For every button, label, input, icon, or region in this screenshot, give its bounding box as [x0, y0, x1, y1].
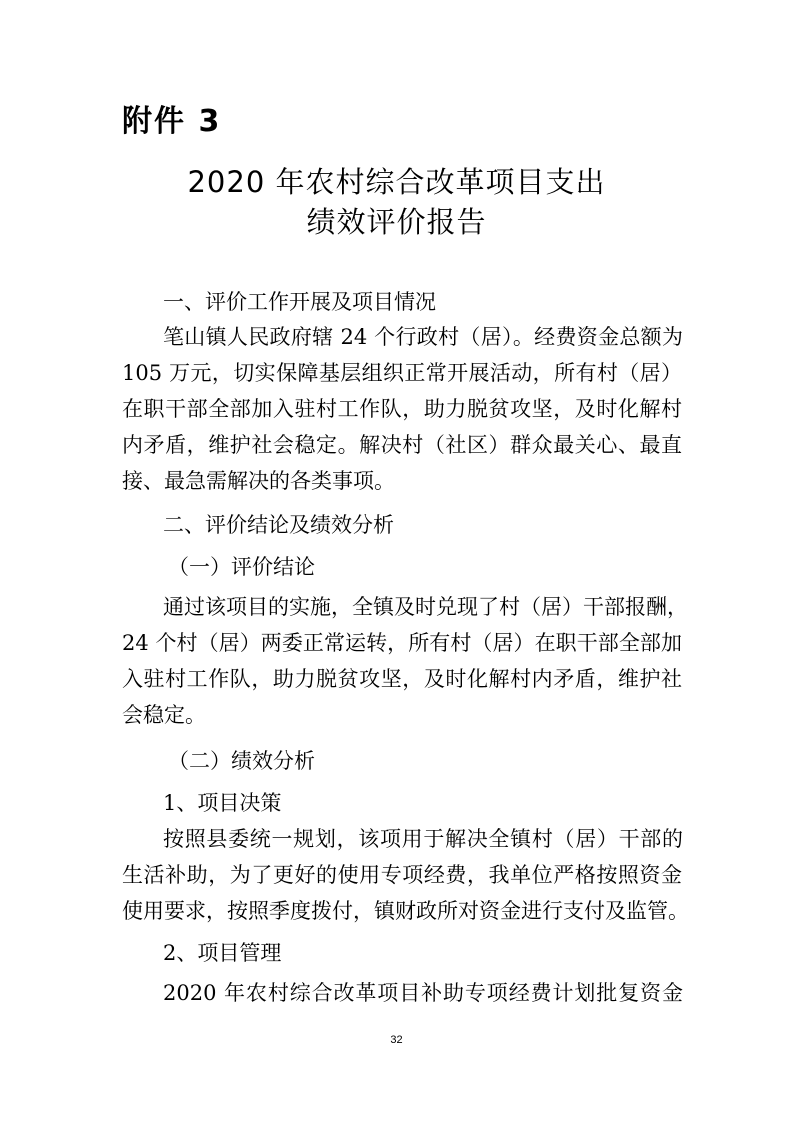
report-title-line-1: 2020 年农村综合改革项目支出: [187, 165, 606, 199]
paragraph-1-line: 内矛盾，维护社会稳定。解决村（社区）群众最关心、最直: [122, 433, 682, 457]
section-heading-2: 二、评价结论及绩效分析: [163, 513, 394, 537]
paragraph-3-line: 按照县委统一规划，该项用于解决全镇村（居）干部的: [163, 827, 683, 851]
attachment-label: 附件 3: [122, 104, 222, 139]
paragraph-2-line: 24 个村（居）两委正常运转，所有村（居）在职干部全部加: [122, 631, 682, 655]
item-heading-1: 1、项目决策: [163, 791, 282, 815]
paragraph-1-line: 105 万元，切实保障基层组织正常开展活动，所有村（居）: [122, 361, 682, 385]
paragraph-2-line: 通过该项目的实施，全镇及时兑现了村（居）干部报酬，: [163, 595, 688, 619]
paragraph-3-line: 生活补助，为了更好的使用专项经费，我单位严格按照资金: [122, 863, 682, 887]
paragraph-2-line: 会稳定。: [122, 703, 206, 727]
subsection-heading-2: （二）绩效分析: [168, 749, 315, 773]
item-heading-2: 2、项目管理: [163, 941, 282, 965]
report-title-line-2: 绩效评价报告: [306, 205, 487, 239]
paragraph-1-line: 在职干部全部加入驻村工作队，助力脱贫攻坚，及时化解村: [122, 397, 682, 421]
subsection-heading-1: （一）评价结论: [168, 555, 315, 579]
paragraph-1-line: 笔山镇人民政府辖 24 个行政村（居）。经费资金总额为: [163, 325, 683, 349]
paragraph-4-line: 2020 年农村综合改革项目补助专项经费计划批复资金: [163, 981, 683, 1005]
paragraph-2-line: 入驻村工作队，助力脱贫攻坚，及时化解村内矛盾，维护社: [122, 667, 682, 691]
page-number: 32: [390, 1034, 403, 1046]
paragraph-1-line: 接、最急需解决的各类事项。: [122, 469, 395, 493]
section-heading-1: 一、评价工作开展及项目情况: [163, 290, 436, 314]
paragraph-3-line: 使用要求，按照季度拨付，镇财政所对资金进行支付及监管。: [122, 899, 689, 923]
